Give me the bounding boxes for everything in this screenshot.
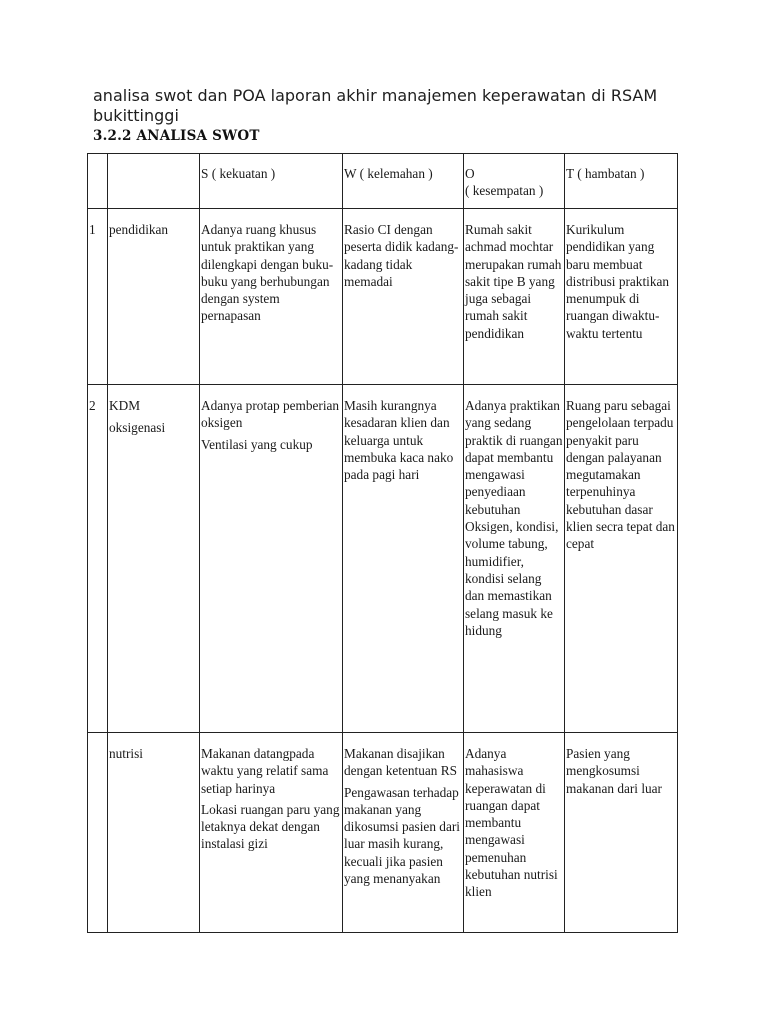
row-aspect: pendidikan [108, 209, 200, 385]
header-opportunity-letter: O [465, 166, 475, 181]
cell-paragraph: Adanya mahasiswa keperawatan di ruangan dapat membantu mengawasi pemenuhan kebutuhan nutrisi klien [465, 746, 558, 900]
table-row [88, 209, 678, 385]
header-no [88, 154, 108, 209]
cell-paragraph: Ruang paru sebagai pengelolaan terpadu penyakit paru dengan palayanan megutamakan terpenuhinya kebutuhan dasar klien secra tepat dan cepat [566, 398, 675, 552]
document-title: analisa swot dan POA laporan akhir manajemen keperawatan di RSAM bukittinggi [93, 86, 658, 125]
swot-table [87, 153, 678, 933]
table-header-row [88, 154, 678, 209]
cell-paragraph: Makanan disajikan dengan ketentuan RS [344, 746, 457, 779]
row-number: 1 [88, 209, 108, 385]
row-number [88, 733, 108, 933]
strength-cell [200, 733, 343, 933]
opportunity-cell [464, 209, 565, 385]
row-aspect: KDM oksigenasi [108, 385, 200, 733]
cell-paragraph: Adanya protap pemberian oksigen [201, 398, 340, 431]
header-opportunity-label: ( kesempatan ) [465, 183, 544, 199]
table-row [88, 385, 678, 733]
header-opportunity [464, 154, 565, 209]
cell-paragraph: Lokasi ruangan paru yang letaknya dekat dengan instalasi gizi [201, 801, 340, 852]
cell-paragraph: Adanya praktikan yang sedang praktik di ruangan dapat membantu mengawasi penyediaan kebutuhan Oksigen, kondisi, volume tabung, humidifier, kondisi selang dan memastikan selang masuk ke hidung [465, 398, 563, 638]
table-row [88, 733, 678, 933]
cell-paragraph: Kurikulum pendidikan yang baru membuat distribusi praktikan menumpuk di ruangan diwaktu-waktu tertentu [566, 222, 670, 341]
threat-cell [565, 733, 678, 933]
header-aspect [108, 154, 200, 209]
strength-cell [200, 385, 343, 733]
header-threat-label: T ( hambatan ) [566, 166, 645, 181]
header-strength [200, 154, 343, 209]
weakness-cell [343, 733, 464, 933]
weakness-cell [343, 209, 464, 385]
strength-cell [200, 209, 343, 385]
cell-paragraph: Adanya ruang khusus untuk praktikan yang dilengkapi dengan buku-buku yang berhubungan dengan system pernapasan [201, 222, 334, 324]
header-threat [565, 154, 678, 209]
cell-paragraph: Masih kurangnya kesadaran klien dan keluarga untuk membuka kaca nako pada pagi hari [344, 398, 454, 483]
header-weakness-label: W ( kelemahan ) [344, 166, 433, 181]
weakness-cell [343, 385, 464, 733]
cell-paragraph: Pengawasan terhadap makanan yang dikosumsi pasien dari luar masih kurang, kecuali jika pasien yang menanyakan [344, 784, 460, 887]
header-strength-label: S ( kekuatan ) [201, 166, 276, 181]
threat-cell [565, 385, 678, 733]
threat-cell [565, 209, 678, 385]
cell-paragraph: Pasien yang mengkosumsi makanan dari luar [566, 746, 662, 796]
header-weakness [343, 154, 464, 209]
opportunity-cell [464, 733, 565, 933]
row-aspect: nutrisi [108, 733, 200, 933]
cell-paragraph: Makanan datangpada waktu yang relatif sama setiap harinya [201, 746, 329, 796]
opportunity-cell [464, 385, 565, 733]
section-heading: 3.2.2 ANALISA SWOT [93, 128, 260, 144]
row-number: 2 [88, 385, 108, 733]
cell-paragraph: Rumah sakit achmad mochtar merupakan rumah sakit tipe B yang juga sebagai rumah sakit pendidikan [465, 222, 562, 341]
cell-paragraph: Ventilasi yang cukup [201, 436, 313, 452]
cell-paragraph: Rasio CI dengan peserta didik kadang-kadang tidak memadai [344, 222, 459, 289]
